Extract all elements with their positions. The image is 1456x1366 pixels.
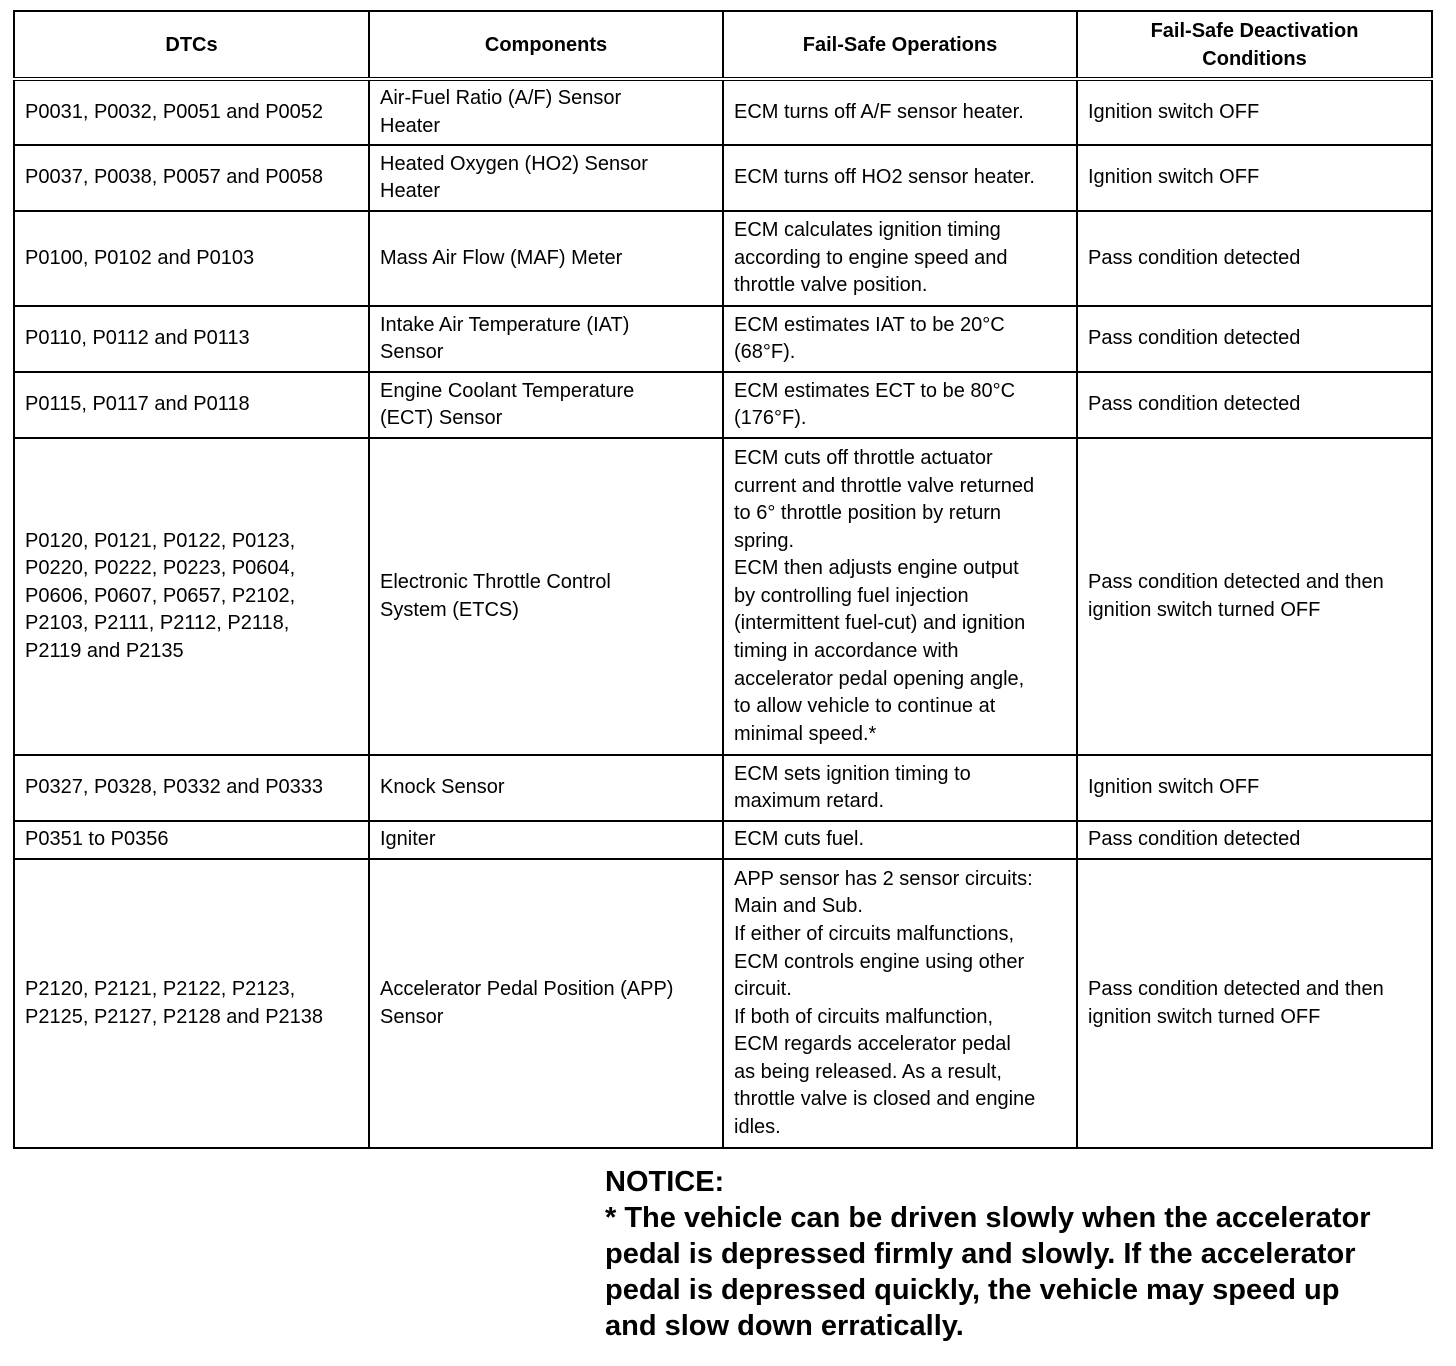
- deactivation-cell: Ignition switch OFF: [1077, 755, 1432, 821]
- operation-cell: ECM turns off HO2 sensor heater.: [723, 145, 1077, 211]
- table-row: [14, 438, 1432, 755]
- header-deactivation-conditions: Fail-Safe Deactivation Conditions: [1077, 11, 1432, 79]
- dtc-cell: P2120, P2121, P2122, P2123, P2125, P2127, P2128 and P2138: [14, 859, 369, 1148]
- header-components: Components: [369, 11, 723, 79]
- header-dtcs: DTCs: [14, 11, 369, 79]
- notice-line: and slow down erratically.: [605, 1310, 964, 1342]
- notice-line: pedal is depressed quickly, the vehicle may speed up: [605, 1274, 1340, 1306]
- dtc-cell: P0115, P0117 and P0118: [14, 372, 369, 438]
- deactivation-cell: Pass condition detected and then ignition switch turned OFF: [1077, 859, 1432, 1148]
- header-fail-safe-operations: Fail-Safe Operations: [723, 11, 1077, 79]
- table-row: [14, 306, 1432, 372]
- deactivation-cell: Ignition switch OFF: [1077, 145, 1432, 211]
- operation-cell: ECM calculates ignition timing according to engine speed and throttle valve position.: [723, 211, 1077, 306]
- notice-block: [605, 1164, 1435, 1344]
- dtc-cell: P0037, P0038, P0057 and P0058: [14, 145, 369, 211]
- table-header-row: [14, 11, 1432, 79]
- table-row: [14, 859, 1432, 1148]
- table-row: [14, 79, 1432, 145]
- component-cell: Air-Fuel Ratio (A/F) Sensor Heater: [369, 79, 723, 145]
- component-cell: Heated Oxygen (HO2) Sensor Heater: [369, 145, 723, 211]
- dtc-cell: P0100, P0102 and P0103: [14, 211, 369, 306]
- operation-cell: ECM cuts fuel.: [723, 821, 1077, 859]
- component-cell: Electronic Throttle Control System (ETCS): [369, 438, 723, 755]
- component-cell: Knock Sensor: [369, 755, 723, 821]
- dtc-cell: P0031, P0032, P0051 and P0052: [14, 79, 369, 145]
- notice-line: * The vehicle can be driven slowly when the accelerator: [605, 1202, 1371, 1234]
- dtc-cell: P0120, P0121, P0122, P0123, P0220, P0222, P0223, P0604, P0606, P0607, P0657, P2102, P2103, P2111, P2112, P2118, P2119 and P2135: [14, 438, 369, 755]
- component-cell: Mass Air Flow (MAF) Meter: [369, 211, 723, 306]
- dtc-cell: P0351 to P0356: [14, 821, 369, 859]
- deactivation-cell: Pass condition detected: [1077, 821, 1432, 859]
- operation-cell: ECM estimates IAT to be 20°C (68°F).: [723, 306, 1077, 372]
- table-row: [14, 821, 1432, 859]
- deactivation-cell: Ignition switch OFF: [1077, 79, 1432, 145]
- notice-line: pedal is depressed firmly and slowly. If the accelerator: [605, 1238, 1356, 1270]
- operation-cell: ECM sets ignition timing to maximum retard.: [723, 755, 1077, 821]
- dtc-cell: P0327, P0328, P0332 and P0333: [14, 755, 369, 821]
- operation-cell: ECM turns off A/F sensor heater.: [723, 79, 1077, 145]
- deactivation-cell: Pass condition detected: [1077, 306, 1432, 372]
- component-cell: Engine Coolant Temperature (ECT) Sensor: [369, 372, 723, 438]
- notice-title: NOTICE:: [605, 1166, 725, 1198]
- table-row: [14, 145, 1432, 211]
- component-cell: Igniter: [369, 821, 723, 859]
- table-row: [14, 755, 1432, 821]
- table-row: [14, 372, 1432, 438]
- failsafe-table: [13, 10, 1433, 1149]
- component-cell: Accelerator Pedal Position (APP) Sensor: [369, 859, 723, 1148]
- deactivation-cell: Pass condition detected: [1077, 211, 1432, 306]
- table-row: [14, 211, 1432, 306]
- deactivation-cell: Pass condition detected: [1077, 372, 1432, 438]
- dtc-cell: P0110, P0112 and P0113: [14, 306, 369, 372]
- deactivation-cell: Pass condition detected and then ignition switch turned OFF: [1077, 438, 1432, 755]
- operation-cell: APP sensor has 2 sensor circuits: Main and Sub. If either of circuits malfunctions, ECM controls engine using other circuit. If both of circuits malfunction, ECM regards accelerator pedal as being released. As a result, throttle valve is closed and engine idles.: [723, 859, 1077, 1148]
- operation-cell: ECM cuts off throttle actuator current and throttle valve returned to 6° throttle position by return spring. ECM then adjusts engine output by controlling fuel injection (intermittent fuel-cut) and ignition timing in accordance with accelerator pedal opening angle, to allow vehicle to continue at minimal speed.*: [723, 438, 1077, 755]
- component-cell: Intake Air Temperature (IAT) Sensor: [369, 306, 723, 372]
- operation-cell: ECM estimates ECT to be 80°C (176°F).: [723, 372, 1077, 438]
